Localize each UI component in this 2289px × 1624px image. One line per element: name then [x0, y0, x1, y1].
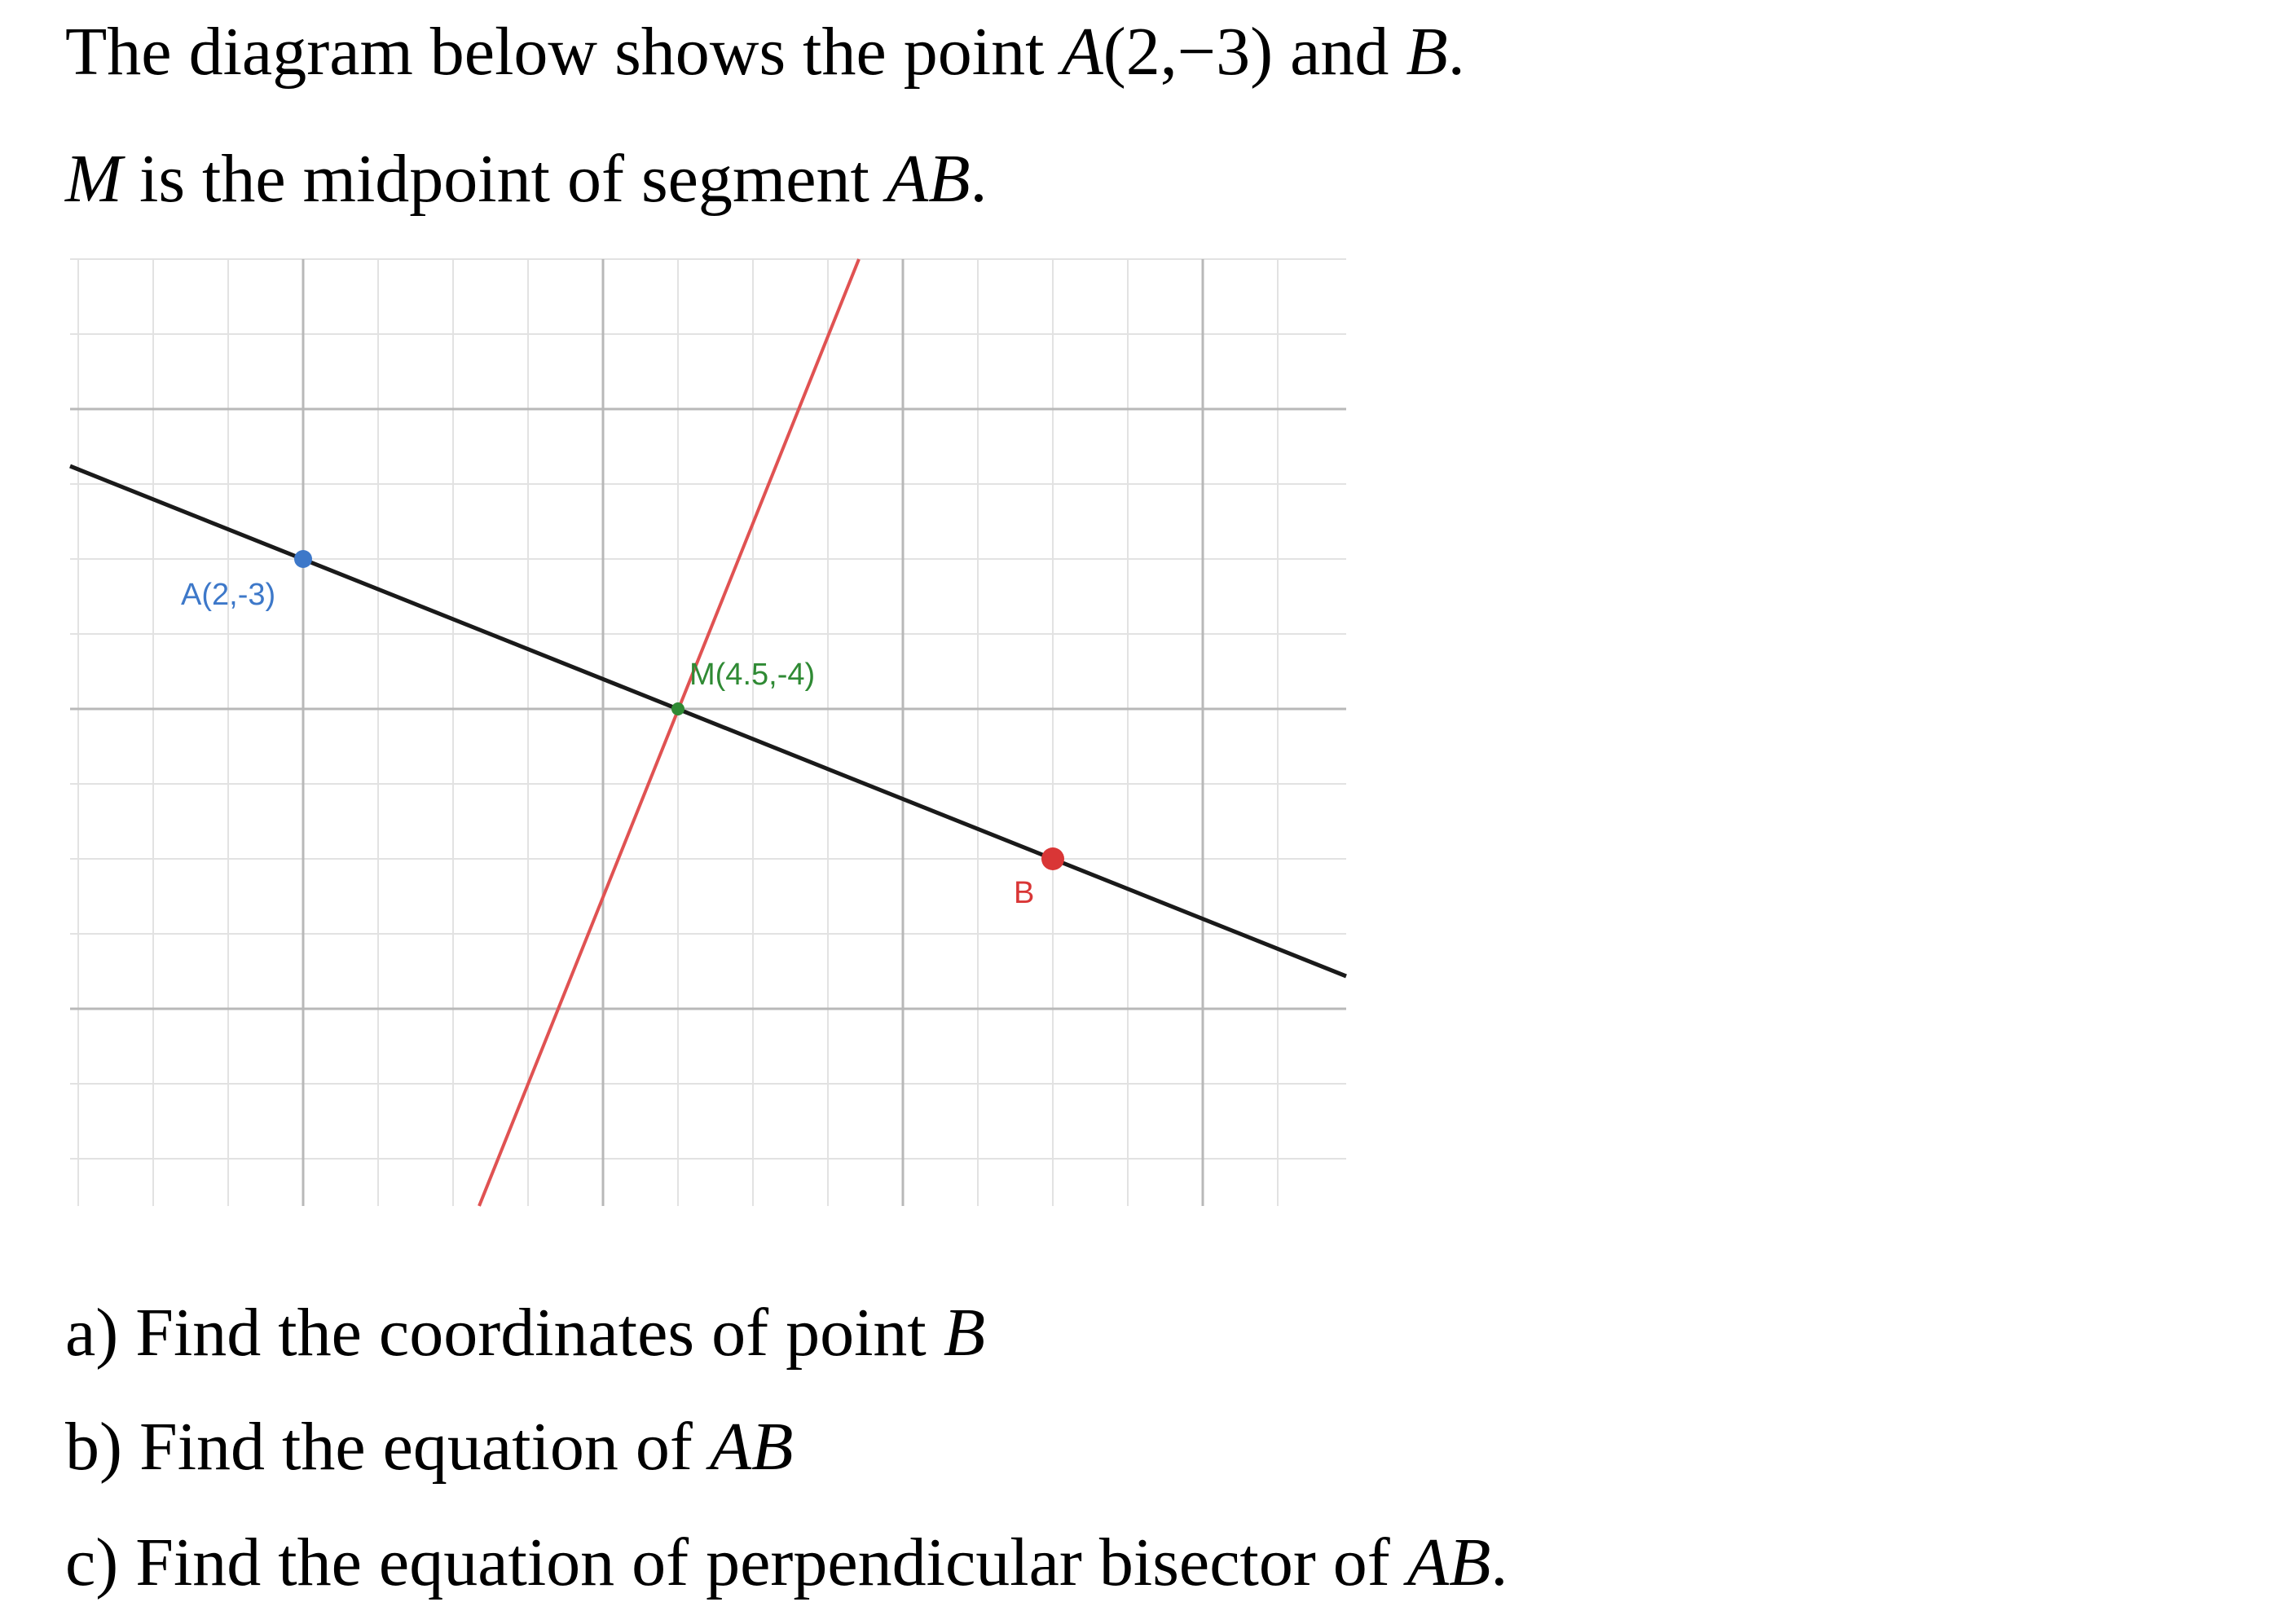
question-c-period: .: [1490, 1525, 1508, 1600]
segment-ab-symbol: AB: [886, 141, 971, 217]
point-b-marker: [1041, 847, 1064, 870]
intro-text-pre: The diagram below shows the point: [65, 14, 1062, 90]
line-ab: [70, 466, 1346, 976]
intro-period-1: .: [1447, 14, 1465, 90]
question-b: [65, 1409, 794, 1485]
intro-period-2: .: [970, 141, 988, 217]
question-b-var: AB: [709, 1409, 794, 1485]
midpoint-symbol: M: [65, 141, 122, 217]
question-a-text: a) Find the coordinates of point: [65, 1295, 944, 1371]
intro-text-and: and: [1273, 14, 1406, 90]
point-m-marker: [671, 702, 684, 715]
point-b-symbol: B: [1406, 14, 1448, 90]
point-a-symbol: A: [1061, 14, 1103, 90]
question-c-var: AB: [1406, 1525, 1491, 1600]
point-a-coords: (2,−3): [1103, 14, 1274, 90]
question-a: [65, 1295, 986, 1371]
question-c: [65, 1525, 1508, 1600]
intro-text-mid: is the midpoint of segment: [121, 141, 887, 217]
grid-major: [70, 259, 1346, 1206]
question-b-text: b) Find the equation of: [65, 1409, 710, 1485]
label-point-a: A(2,-3): [181, 578, 276, 612]
label-point-b: B: [1014, 876, 1035, 910]
perpendicular-bisector: [479, 259, 859, 1206]
question-c-text: c) Find the equation of perpendicular bisector of: [65, 1525, 1407, 1600]
point-a-marker: [294, 550, 312, 568]
grid-minor: [70, 259, 1346, 1206]
question-a-var: B: [943, 1295, 986, 1371]
label-point-m: M(4.5,-4): [689, 658, 816, 692]
